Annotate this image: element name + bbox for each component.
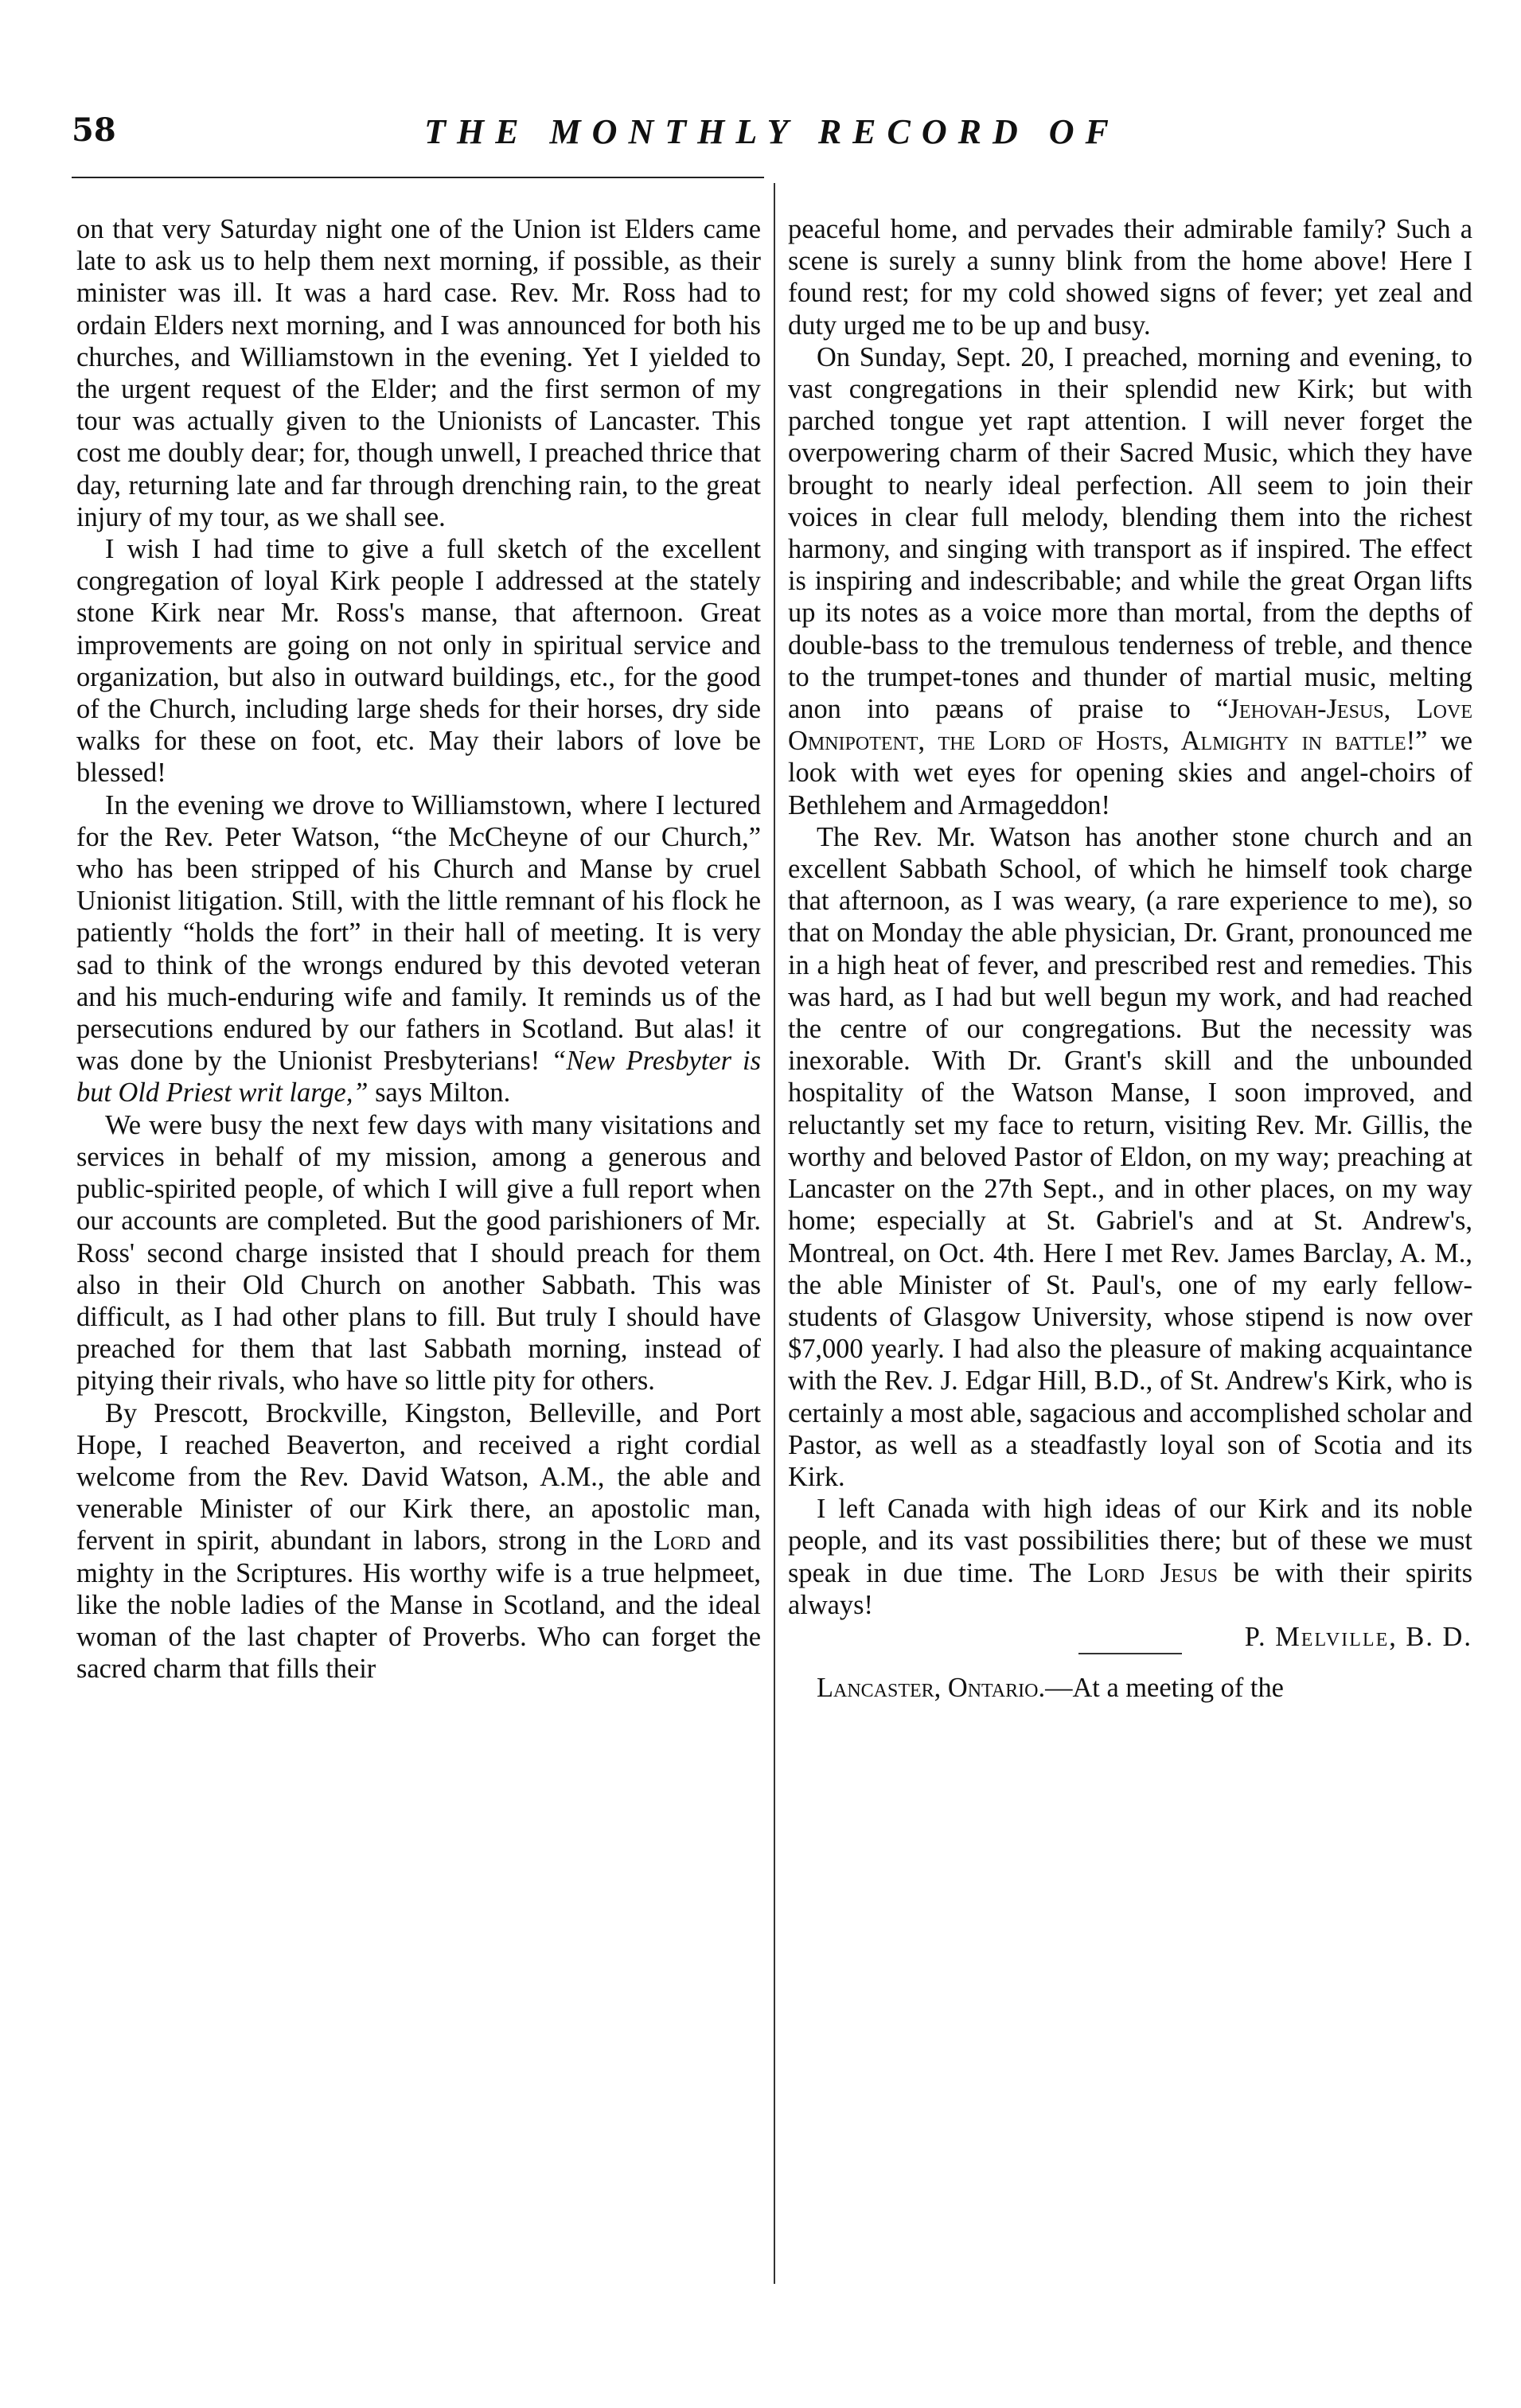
signature-name: P. Melville, B. D.: [1244, 1621, 1472, 1652]
paragraph-text: be with their spirits always!: [788, 1557, 1472, 1620]
paragraph-text: —At a meeting of the: [1045, 1673, 1284, 1704]
news-place: Lancaster, Ontario.: [817, 1673, 1046, 1704]
paragraph-text: On Sunday, Sept. 20, I preached, morning and evening, to vast congregations in their splendid new Kirk; but with parched tongue yet rapt attention. I will never forget the overpowering charm of their Sacred Music, which they have brought to nearly ideal perfection. All seem to join their voices in clear full melody, blending them into the richest harmony, and singing with transport as if inspired. The effect is inspiring and indescribable; and while the great Organ lifts up its notes as a voice more than mortal, from the depths of double-bass to the tremulous tenderness of treble, and thence to the trumpet-tones and thunder of martial music, melting anon into pæans of praise to: [788, 341, 1472, 725]
page-number: 58: [72, 111, 116, 149]
paragraph: We were busy the next few days with many visitations and services in behalf of my mission, among a generous and public-spirited people, of which I will give a full report when our accounts are completed. But the good parishioners of Mr. Ross' second charge insisted that I should preach for them also in their Old Church on another Sabbath. This was difficult, as I had other plans to fill. But truly I should have preached for them that last Sabbath morning, instead of pitying their rivals, who have so little pity for others.: [76, 1109, 761, 1397]
left-column: [76, 213, 761, 1685]
paragraph: [76, 789, 761, 1109]
section-rule: [1078, 1653, 1182, 1654]
news-item: [788, 1672, 1472, 1704]
small-caps-word: Lord: [653, 1525, 711, 1557]
paragraph: [788, 1493, 1472, 1621]
paragraph-text: By Prescott, Brockville, Kingston, Belleville, and Port Hope, I reached Beaverton, and received a right cordial welcome from the Rev. David Watson, A.M., the able and venerable Minister of our Kirk there, an apostolic man, fervent in spirit, abundant in labors, strong in the: [76, 1397, 761, 1557]
paragraph-text: and mighty in the Scriptures. His worthy wife is a true helpmeet, like the noble ladies of the Manse in Scotland, and the ideal woman of the last chapter of Proverbs. Who can forget the sacred charm that fills their: [76, 1525, 761, 1685]
running-title: THE MONTHLY RECORD OF: [424, 112, 1120, 151]
milton-quote: “New Presbyter is but Old Priest writ large,”: [76, 1046, 761, 1109]
paragraph-text: In the evening we drove to Williamstown, where I lectured for the Rev. Peter Watson, “the McCheyne of our Church,” who has been stripped of his Church and Manse by cruel Unionist litigation. Still, with the little remnant of his flock he patiently “holds the fort” in their hall of meeting. It is very sad to think of the wrongs endured by this devoted veteran and his much-enduring wife and family. It reminds us of the persecutions endured by our fathers in Scotland. But alas! it was done by the Unionist Presbyterians!: [76, 789, 761, 1077]
paragraph: on that very Saturday night one of the Union ist Elders came late to ask us to help them next morning, if possible, as their minister was ill. It was a hard case. Rev. Mr. Ross had to ordain Elders next morning, and I was announced for both his churches, and Williamstown in the evening. Yet I yielded to the urgent request of the Elder; and the first sermon of my tour was actually given to the Unionists of Lancaster. This cost me doubly dear; for, though unwell, I preached thrice that day, returning late and far through drenching rain, to the great injury of my tour, as we shall see.: [76, 214, 761, 532]
header-rule: [72, 177, 764, 178]
column-divider: [774, 183, 775, 2284]
paragraph-text: I left Canada with high ideas of our Kirk and its noble people, and its vast possibilities there; but of these we must speak in due time. The: [788, 1494, 1472, 1588]
page-header: [72, 111, 1472, 159]
paragraph-text: says Milton.: [375, 1077, 511, 1109]
paragraph: I wish I had time to give a full sketch of the excellent congregation of loyal Kirk people I addressed at the stately stone Kirk near Mr. Ross's manse, that afternoon. Great improvements are going on not only in spiritual service and organization, but also in outward buildings, etc., for the good of the Church, including large sheds for their horses, dry side walks for these on foot, etc. May their labors of love be blessed!: [76, 534, 761, 789]
paragraph: [788, 341, 1472, 821]
paragraph: [76, 1397, 761, 1685]
small-caps-word: Lord Jesus: [1087, 1557, 1218, 1588]
signature: [788, 1621, 1472, 1653]
praise-phrase: “Jehovah-Jesus, Love Omnipotent, the Lord of Hosts, Almighty in battle!”: [788, 694, 1472, 757]
paragraph: peaceful home, and pervades their admirable family? Such a scene is surely a sunny blink from the home above! Here I found rest; for my cold showed signs of fever; yet zeal and duty urged me to be up and busy.: [788, 214, 1472, 341]
paragraph: [788, 1672, 1472, 1704]
paragraph: The Rev. Mr. Watson has another stone church and an excellent Sabbath School, of which he himself took charge that afternoon, as I was weary, (a rare experience to me), so that on Monday the able physician, Dr. Grant, pronounced me in a high heat of fever, and prescribed rest and remedies. This was hard, as I had but well begun my work, and had reached the centre of our congregations. But the necessity was inexorable. With Dr. Grant's skill and the unbounded hospitality of the Watson Manse, I soon improved, and reluctantly set my face to return, visiting Rev. Mr. Gillis, the worthy and beloved Pastor of Eldon, on my way; preaching at Lancaster on the 27th Sept., and in other places, on my way home; especially at St. Gabriel's and at St. Andrew's, Montreal, on Oct. 4th. Here I met Rev. James Barclay, A. M., the able Minister of St. Paul's, one of my early fellow-students of Glasgow University, whose stipend is now over $7,000 yearly. I had also the pleasure of making acquaintance with the Rev. J. Edgar Hill, B.D., of St. Andrew's Kirk, who is certainly a most able, sagacious and accomplished scholar and Pastor, as well as a steadfastly loyal son of Scotia and its Kirk.: [788, 821, 1472, 1492]
paragraph-text: we look with wet eyes for opening skies and angel-choirs of Bethlehem and Armageddon!: [788, 726, 1472, 820]
right-column: [788, 213, 1472, 1704]
